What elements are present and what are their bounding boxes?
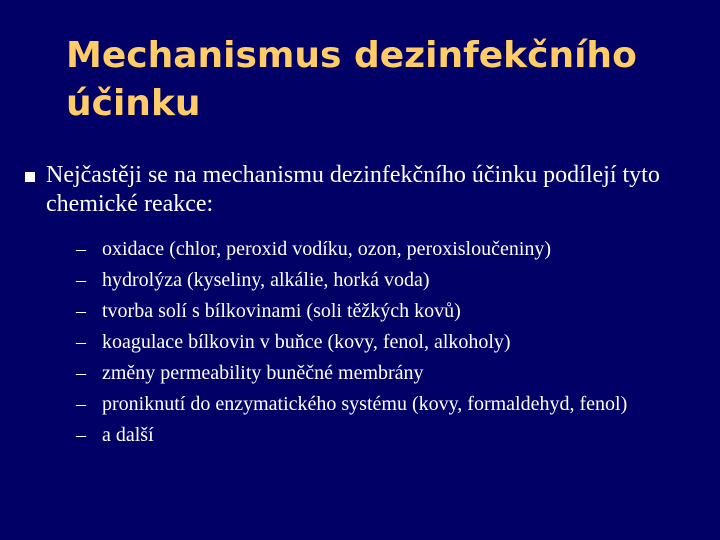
sub-bullet-item (46, 331, 684, 354)
bullet-item (24, 161, 684, 447)
bullet-list (24, 161, 684, 455)
square-bullet-icon (25, 172, 35, 182)
sub-bullet-item (46, 424, 684, 447)
dash-bullet-icon: – (76, 424, 86, 446)
bullet-text: Nejčastěji se na mechanismu dezinfekčního účinku podílejí tyto chemické reakce: (46, 162, 660, 217)
dash-bullet-icon: – (76, 362, 86, 384)
sub-bullet-text: změny permeability buněčné membrány (102, 362, 424, 384)
sub-bullet-item (46, 269, 684, 292)
sub-bullet-text: a další (102, 424, 154, 446)
dash-bullet-icon: – (76, 331, 86, 353)
sub-bullet-item (46, 362, 684, 385)
sub-bullet-list (46, 238, 684, 447)
sub-bullet-text: hydrolýza (kyseliny, alkálie, horká voda) (102, 269, 430, 291)
sub-bullet-text: oxidace (chlor, peroxid vodíku, ozon, peroxisloučeniny) (102, 238, 552, 260)
sub-bullet-item (46, 300, 684, 323)
dash-bullet-icon: – (76, 300, 86, 322)
dash-bullet-icon: – (76, 393, 86, 415)
sub-bullet-text: proniknutí do enzymatického systému (kovy, formaldehyd, fenol) (102, 393, 628, 415)
sub-bullet-item (46, 238, 684, 261)
sub-bullet-item (46, 393, 684, 416)
sub-bullet-text: koagulace bílkovin v buňce (kovy, fenol, alkoholy) (102, 331, 511, 353)
dash-bullet-icon: – (76, 269, 86, 291)
slide-title: Mechanismus dezinfekčního účinku (66, 35, 637, 124)
sub-bullet-text: tvorba solí s bílkovinami (soli těžkých kovů) (102, 300, 461, 322)
dash-bullet-icon: – (76, 238, 86, 260)
